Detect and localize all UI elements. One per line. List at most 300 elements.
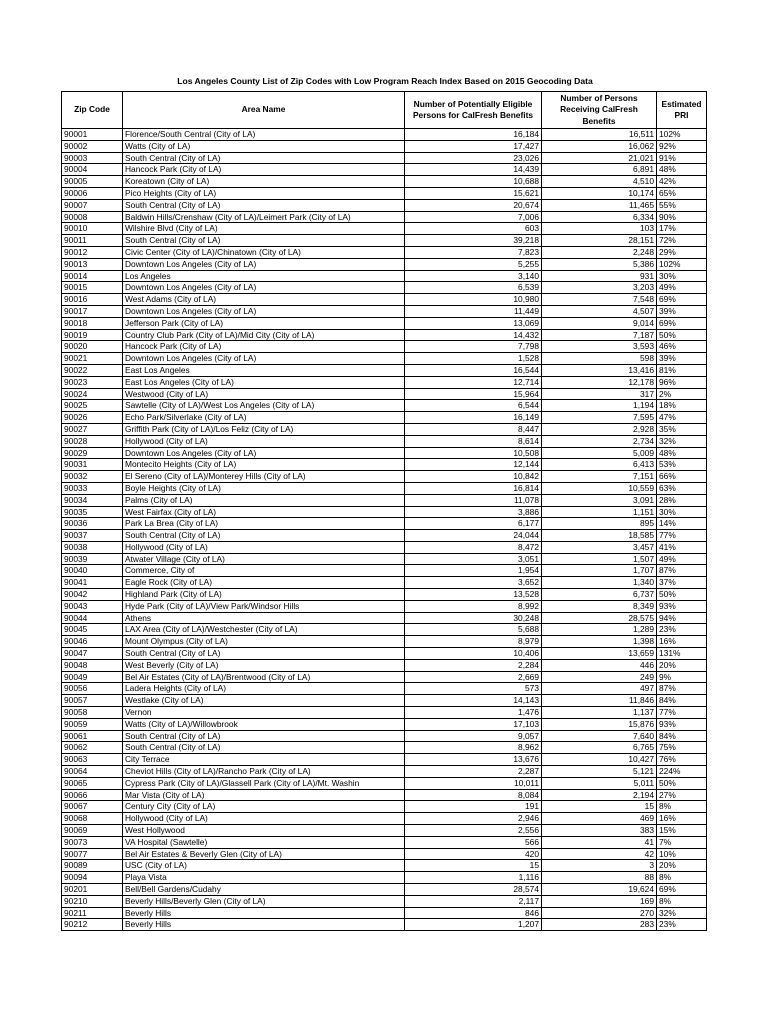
area-name-cell: Palms (City of LA) bbox=[123, 494, 405, 506]
area-name-cell: West Beverly (City of LA) bbox=[123, 659, 405, 671]
receiving-count-cell: 5,009 bbox=[542, 447, 657, 459]
eligible-count-cell: 13,069 bbox=[405, 317, 542, 329]
eligible-count-cell: 8,614 bbox=[405, 435, 542, 447]
eligible-count-cell: 14,432 bbox=[405, 329, 542, 341]
eligible-count-cell: 1,954 bbox=[405, 565, 542, 577]
area-name-cell: Hollywood (City of LA) bbox=[123, 813, 405, 825]
eligible-count-cell: 14,439 bbox=[405, 164, 542, 176]
pri-cell: 23% bbox=[657, 624, 707, 636]
area-name-cell: VA Hospital (Sawtelle) bbox=[123, 836, 405, 848]
eligible-count-cell: 8,979 bbox=[405, 636, 542, 648]
eligible-count-cell: 6,544 bbox=[405, 400, 542, 412]
eligible-count-cell: 2,287 bbox=[405, 766, 542, 778]
area-name-cell: Athens bbox=[123, 612, 405, 624]
area-name-cell: Downtown Los Angeles (City of LA) bbox=[123, 258, 405, 270]
zip-code-cell: 90021 bbox=[62, 353, 123, 365]
eligible-count-cell: 7,798 bbox=[405, 341, 542, 353]
table-row bbox=[62, 482, 707, 494]
eligible-count-cell: 5,688 bbox=[405, 624, 542, 636]
eligible-count-cell: 1,528 bbox=[405, 353, 542, 365]
eligible-count-cell: 6,177 bbox=[405, 518, 542, 530]
receiving-count-cell: 41 bbox=[542, 836, 657, 848]
area-name-cell: City Terrace bbox=[123, 754, 405, 766]
receiving-count-cell: 12,178 bbox=[542, 376, 657, 388]
zip-code-cell: 90023 bbox=[62, 376, 123, 388]
pri-cell: 49% bbox=[657, 553, 707, 565]
receiving-count-cell: 11,465 bbox=[542, 199, 657, 211]
pri-cell: 23% bbox=[657, 919, 707, 931]
zip-code-cell: 90056 bbox=[62, 683, 123, 695]
zip-code-cell: 90201 bbox=[62, 884, 123, 896]
receiving-count-cell: 8,349 bbox=[542, 600, 657, 612]
receiving-count-cell: 383 bbox=[542, 825, 657, 837]
zip-code-cell: 90022 bbox=[62, 364, 123, 376]
area-name-cell: Commerce, City of bbox=[123, 565, 405, 577]
eligible-count-cell: 30,248 bbox=[405, 612, 542, 624]
eligible-count-cell: 1,476 bbox=[405, 707, 542, 719]
zip-code-cell: 90042 bbox=[62, 589, 123, 601]
table-row bbox=[62, 376, 707, 388]
pri-cell: 76% bbox=[657, 754, 707, 766]
zip-code-cell: 90212 bbox=[62, 919, 123, 931]
zip-code-cell: 90007 bbox=[62, 199, 123, 211]
pri-cell: 69% bbox=[657, 317, 707, 329]
zip-code-cell: 90035 bbox=[62, 506, 123, 518]
zip-code-cell: 90040 bbox=[62, 565, 123, 577]
eligible-count-cell: 603 bbox=[405, 223, 542, 235]
eligible-count-cell: 8,962 bbox=[405, 742, 542, 754]
pri-cell: 93% bbox=[657, 718, 707, 730]
pri-cell: 75% bbox=[657, 742, 707, 754]
receiving-count-cell: 6,334 bbox=[542, 211, 657, 223]
receiving-count-cell: 7,548 bbox=[542, 294, 657, 306]
estimated-pri-header: Estimated PRI bbox=[657, 92, 707, 129]
eligible-count-cell: 16,814 bbox=[405, 482, 542, 494]
area-name-cell: Highland Park (City of LA) bbox=[123, 589, 405, 601]
receiving-count-cell: 88 bbox=[542, 872, 657, 884]
zip-code-cell: 90058 bbox=[62, 707, 123, 719]
eligible-count-cell: 8,447 bbox=[405, 423, 542, 435]
table-row bbox=[62, 754, 707, 766]
zip-code-cell: 90036 bbox=[62, 518, 123, 530]
eligible-count-cell: 24,044 bbox=[405, 530, 542, 542]
table-row bbox=[62, 176, 707, 188]
pri-cell: 55% bbox=[657, 199, 707, 211]
receiving-count-cell: 1,137 bbox=[542, 707, 657, 719]
table-row bbox=[62, 884, 707, 896]
pri-cell: 2% bbox=[657, 388, 707, 400]
receiving-count-cell: 2,734 bbox=[542, 435, 657, 447]
zip-code-cell: 90001 bbox=[62, 129, 123, 141]
pri-cell: 50% bbox=[657, 329, 707, 341]
area-name-cell: South Central (City of LA) bbox=[123, 199, 405, 211]
table-row bbox=[62, 671, 707, 683]
zip-code-cell: 90029 bbox=[62, 447, 123, 459]
receiving-count-cell: 1,340 bbox=[542, 577, 657, 589]
eligible-count-cell: 13,528 bbox=[405, 589, 542, 601]
table-row bbox=[62, 246, 707, 258]
receiving-count-cell: 6,765 bbox=[542, 742, 657, 754]
pri-cell: 102% bbox=[657, 129, 707, 141]
receiving-count-cell: 2,928 bbox=[542, 423, 657, 435]
pri-cell: 81% bbox=[657, 364, 707, 376]
eligible-count-cell: 16,544 bbox=[405, 364, 542, 376]
receiving-count-cell: 6,737 bbox=[542, 589, 657, 601]
table-row bbox=[62, 329, 707, 341]
receiving-count-cell: 4,510 bbox=[542, 176, 657, 188]
receiving-count-cell: 13,416 bbox=[542, 364, 657, 376]
area-name-cell: Downtown Los Angeles (City of LA) bbox=[123, 282, 405, 294]
table-row bbox=[62, 435, 707, 447]
pri-cell: 84% bbox=[657, 695, 707, 707]
table-row bbox=[62, 659, 707, 671]
zip-code-cell: 90046 bbox=[62, 636, 123, 648]
zip-code-cell: 90016 bbox=[62, 294, 123, 306]
pri-cell: 39% bbox=[657, 305, 707, 317]
eligible-count-cell: 17,427 bbox=[405, 140, 542, 152]
receiving-count-cell: 7,151 bbox=[542, 471, 657, 483]
area-name-cell: Montecito Heights (City of LA) bbox=[123, 459, 405, 471]
area-name-cell: Watts (City of LA) bbox=[123, 140, 405, 152]
table-row bbox=[62, 801, 707, 813]
zip-code-cell: 90017 bbox=[62, 305, 123, 317]
table-row bbox=[62, 187, 707, 199]
table-row bbox=[62, 258, 707, 270]
zip-code-cell: 90067 bbox=[62, 801, 123, 813]
zip-code-cell: 90027 bbox=[62, 423, 123, 435]
pri-cell: 224% bbox=[657, 766, 707, 778]
table-row bbox=[62, 518, 707, 530]
zip-code-cell: 90065 bbox=[62, 777, 123, 789]
eligible-count-cell: 420 bbox=[405, 848, 542, 860]
eligible-count-cell: 23,026 bbox=[405, 152, 542, 164]
zip-code-cell: 90013 bbox=[62, 258, 123, 270]
table-row bbox=[62, 199, 707, 211]
receiving-count-cell: 283 bbox=[542, 919, 657, 931]
table-row bbox=[62, 825, 707, 837]
eligible-count-cell: 2,117 bbox=[405, 895, 542, 907]
area-name-cell: Baldwin Hills/Crenshaw (City of LA)/Leimert Park (City of LA) bbox=[123, 211, 405, 223]
eligible-count-cell: 39,218 bbox=[405, 235, 542, 247]
area-name-cell: Vernon bbox=[123, 707, 405, 719]
zip-code-cell: 90068 bbox=[62, 813, 123, 825]
receiving-count-cell: 3,091 bbox=[542, 494, 657, 506]
pri-cell: 87% bbox=[657, 565, 707, 577]
table-row bbox=[62, 636, 707, 648]
zip-code-cell: 90211 bbox=[62, 907, 123, 919]
area-name-cell: Beverly Hills bbox=[123, 919, 405, 931]
area-name-cell: East Los Angeles (City of LA) bbox=[123, 376, 405, 388]
zip-code-cell: 90008 bbox=[62, 211, 123, 223]
table-row bbox=[62, 317, 707, 329]
zip-code-cell: 90004 bbox=[62, 164, 123, 176]
receiving-count-cell: 16,062 bbox=[542, 140, 657, 152]
eligible-count-cell: 10,406 bbox=[405, 648, 542, 660]
pri-cell: 77% bbox=[657, 530, 707, 542]
zip-code-cell: 90025 bbox=[62, 400, 123, 412]
area-name-cell: Jefferson Park (City of LA) bbox=[123, 317, 405, 329]
receiving-count-cell: 6,413 bbox=[542, 459, 657, 471]
table-row bbox=[62, 813, 707, 825]
eligible-count-cell: 10,508 bbox=[405, 447, 542, 459]
area-name-cell: Watts (City of LA)/Willowbrook bbox=[123, 718, 405, 730]
zip-code-table bbox=[61, 91, 707, 931]
table-row bbox=[62, 919, 707, 931]
table-row bbox=[62, 294, 707, 306]
receiving-count-cell: 15 bbox=[542, 801, 657, 813]
pri-cell: 131% bbox=[657, 648, 707, 660]
pri-cell: 8% bbox=[657, 895, 707, 907]
receiving-count-cell: 3,593 bbox=[542, 341, 657, 353]
zip-code-cell: 90059 bbox=[62, 718, 123, 730]
receiving-count-cell: 3 bbox=[542, 860, 657, 872]
zip-code-cell: 90005 bbox=[62, 176, 123, 188]
table-row bbox=[62, 412, 707, 424]
pri-cell: 46% bbox=[657, 341, 707, 353]
receiving-count-cell: 7,187 bbox=[542, 329, 657, 341]
receiving-count-cell: 42 bbox=[542, 848, 657, 860]
table-row bbox=[62, 848, 707, 860]
zip-code-cell: 90011 bbox=[62, 235, 123, 247]
receiving-count-cell: 2,248 bbox=[542, 246, 657, 258]
table-row bbox=[62, 836, 707, 848]
receiving-count-cell: 9,014 bbox=[542, 317, 657, 329]
area-name-cell: West Hollywood bbox=[123, 825, 405, 837]
table-row bbox=[62, 152, 707, 164]
zip-code-cell: 90014 bbox=[62, 270, 123, 282]
area-name-cell: Park La Brea (City of LA) bbox=[123, 518, 405, 530]
pri-cell: 16% bbox=[657, 813, 707, 825]
eligible-count-cell: 2,284 bbox=[405, 659, 542, 671]
table-row bbox=[62, 164, 707, 176]
table-row bbox=[62, 494, 707, 506]
eligible-count-cell: 3,140 bbox=[405, 270, 542, 282]
zip-code-cell: 90002 bbox=[62, 140, 123, 152]
table-row bbox=[62, 872, 707, 884]
receiving-count-cell: 19,624 bbox=[542, 884, 657, 896]
pri-cell: 32% bbox=[657, 907, 707, 919]
receiving-count-cell: 1,398 bbox=[542, 636, 657, 648]
table-row bbox=[62, 777, 707, 789]
receiving-persons-header: Number of Persons Receiving CalFresh Benefits bbox=[542, 92, 657, 129]
receiving-count-cell: 7,595 bbox=[542, 412, 657, 424]
table-row bbox=[62, 577, 707, 589]
zip-code-header: Zip Code bbox=[62, 92, 123, 129]
zip-code-cell: 90034 bbox=[62, 494, 123, 506]
zip-code-cell: 90041 bbox=[62, 577, 123, 589]
area-name-cell: Downtown Los Angeles (City of LA) bbox=[123, 305, 405, 317]
area-name-cell: LAX Area (City of LA)/Westchester (City of LA) bbox=[123, 624, 405, 636]
table-row bbox=[62, 223, 707, 235]
table-row bbox=[62, 447, 707, 459]
pri-cell: 27% bbox=[657, 789, 707, 801]
receiving-count-cell: 2,194 bbox=[542, 789, 657, 801]
area-name-cell: South Central (City of LA) bbox=[123, 530, 405, 542]
zip-code-cell: 90061 bbox=[62, 730, 123, 742]
area-name-cell: Downtown Los Angeles (City of LA) bbox=[123, 447, 405, 459]
area-name-cell: Mar Vista (City of LA) bbox=[123, 789, 405, 801]
table-row bbox=[62, 282, 707, 294]
table-row bbox=[62, 565, 707, 577]
table-row bbox=[62, 541, 707, 553]
pri-cell: 53% bbox=[657, 459, 707, 471]
area-name-cell: Griffith Park (City of LA)/Los Feliz (City of LA) bbox=[123, 423, 405, 435]
eligible-persons-header: Number of Potentially Eligible Persons for CalFresh Benefits bbox=[405, 92, 542, 129]
zip-code-cell: 90063 bbox=[62, 754, 123, 766]
zip-code-cell: 90044 bbox=[62, 612, 123, 624]
pri-cell: 87% bbox=[657, 683, 707, 695]
zip-code-cell: 90066 bbox=[62, 789, 123, 801]
receiving-count-cell: 7,640 bbox=[542, 730, 657, 742]
pri-cell: 92% bbox=[657, 140, 707, 152]
table-row bbox=[62, 530, 707, 542]
pri-cell: 37% bbox=[657, 577, 707, 589]
pri-cell: 39% bbox=[657, 353, 707, 365]
document-title: Los Angeles County List of Zip Codes with Low Program Reach Index Based on 2015 Geocoding Data bbox=[177, 76, 593, 86]
area-name-cell: Beverly Hills bbox=[123, 907, 405, 919]
eligible-count-cell: 1,207 bbox=[405, 919, 542, 931]
area-name-cell: Ladera Heights (City of LA) bbox=[123, 683, 405, 695]
eligible-count-cell: 8,992 bbox=[405, 600, 542, 612]
eligible-count-cell: 10,842 bbox=[405, 471, 542, 483]
receiving-count-cell: 10,427 bbox=[542, 754, 657, 766]
zip-code-cell: 90043 bbox=[62, 600, 123, 612]
pri-cell: 93% bbox=[657, 600, 707, 612]
zip-code-cell: 90032 bbox=[62, 471, 123, 483]
zip-code-cell: 90048 bbox=[62, 659, 123, 671]
zip-code-cell: 90045 bbox=[62, 624, 123, 636]
table-row bbox=[62, 589, 707, 601]
eligible-count-cell: 11,449 bbox=[405, 305, 542, 317]
table-row bbox=[62, 553, 707, 565]
pri-cell: 28% bbox=[657, 494, 707, 506]
table-row bbox=[62, 423, 707, 435]
eligible-count-cell: 191 bbox=[405, 801, 542, 813]
area-name-cell: South Central (City of LA) bbox=[123, 742, 405, 754]
pri-cell: 72% bbox=[657, 235, 707, 247]
receiving-count-cell: 1,707 bbox=[542, 565, 657, 577]
table-row bbox=[62, 766, 707, 778]
pri-cell: 18% bbox=[657, 400, 707, 412]
table-row bbox=[62, 895, 707, 907]
receiving-count-cell: 1,289 bbox=[542, 624, 657, 636]
receiving-count-cell: 1,194 bbox=[542, 400, 657, 412]
pri-cell: 30% bbox=[657, 270, 707, 282]
table-row bbox=[62, 683, 707, 695]
zip-code-cell: 90064 bbox=[62, 766, 123, 778]
area-name-cell: USC (City of LA) bbox=[123, 860, 405, 872]
eligible-count-cell: 10,688 bbox=[405, 176, 542, 188]
pri-cell: 66% bbox=[657, 471, 707, 483]
area-name-cell: Hollywood (City of LA) bbox=[123, 435, 405, 447]
receiving-count-cell: 10,174 bbox=[542, 187, 657, 199]
area-name-cell: Bel Air Estates & Beverly Glen (City of LA) bbox=[123, 848, 405, 860]
area-name-cell: South Central (City of LA) bbox=[123, 648, 405, 660]
receiving-count-cell: 28,575 bbox=[542, 612, 657, 624]
area-name-cell: Cheviot Hills (City of LA)/Rancho Park (City of LA) bbox=[123, 766, 405, 778]
receiving-count-cell: 15,876 bbox=[542, 718, 657, 730]
area-name-cell: Hollywood (City of LA) bbox=[123, 541, 405, 553]
receiving-count-cell: 317 bbox=[542, 388, 657, 400]
receiving-count-cell: 1,507 bbox=[542, 553, 657, 565]
pri-cell: 94% bbox=[657, 612, 707, 624]
pri-cell: 9% bbox=[657, 671, 707, 683]
table-row bbox=[62, 129, 707, 141]
table-row bbox=[62, 718, 707, 730]
area-name-cell: Bell/Bell Gardens/Cudahy bbox=[123, 884, 405, 896]
zip-code-cell: 90020 bbox=[62, 341, 123, 353]
table-row bbox=[62, 140, 707, 152]
eligible-count-cell: 12,714 bbox=[405, 376, 542, 388]
zip-code-cell: 90006 bbox=[62, 187, 123, 199]
pri-cell: 48% bbox=[657, 164, 707, 176]
area-name-cell: Country Club Park (City of LA)/Mid City (City of LA) bbox=[123, 329, 405, 341]
eligible-count-cell: 28,574 bbox=[405, 884, 542, 896]
zip-code-cell: 90026 bbox=[62, 412, 123, 424]
pri-cell: 16% bbox=[657, 636, 707, 648]
area-name-cell: Playa Vista bbox=[123, 872, 405, 884]
eligible-count-cell: 7,006 bbox=[405, 211, 542, 223]
eligible-count-cell: 7,823 bbox=[405, 246, 542, 258]
eligible-count-cell: 15 bbox=[405, 860, 542, 872]
receiving-count-cell: 10,559 bbox=[542, 482, 657, 494]
area-name-cell: El Sereno (City of LA)/Monterey Hills (City of LA) bbox=[123, 471, 405, 483]
zip-code-cell: 90210 bbox=[62, 895, 123, 907]
zip-code-cell: 90069 bbox=[62, 825, 123, 837]
pri-cell: 48% bbox=[657, 447, 707, 459]
pri-cell: 10% bbox=[657, 848, 707, 860]
eligible-count-cell: 3,652 bbox=[405, 577, 542, 589]
pri-cell: 30% bbox=[657, 506, 707, 518]
eligible-count-cell: 846 bbox=[405, 907, 542, 919]
zip-code-cell: 90038 bbox=[62, 541, 123, 553]
zip-code-cell: 90033 bbox=[62, 482, 123, 494]
zip-code-cell: 90039 bbox=[62, 553, 123, 565]
eligible-count-cell: 9,057 bbox=[405, 730, 542, 742]
area-name-cell: Florence/South Central (City of LA) bbox=[123, 129, 405, 141]
receiving-count-cell: 16,511 bbox=[542, 129, 657, 141]
area-name-cell: Wilshire Blvd (City of LA) bbox=[123, 223, 405, 235]
receiving-count-cell: 469 bbox=[542, 813, 657, 825]
pri-cell: 42% bbox=[657, 176, 707, 188]
table-row bbox=[62, 364, 707, 376]
pri-cell: 20% bbox=[657, 659, 707, 671]
pri-cell: 50% bbox=[657, 777, 707, 789]
table-row bbox=[62, 730, 707, 742]
receiving-count-cell: 21,021 bbox=[542, 152, 657, 164]
pri-cell: 90% bbox=[657, 211, 707, 223]
area-name-cell: Boyle Heights (City of LA) bbox=[123, 482, 405, 494]
zip-code-cell: 90010 bbox=[62, 223, 123, 235]
zip-code-cell: 90012 bbox=[62, 246, 123, 258]
receiving-count-cell: 497 bbox=[542, 683, 657, 695]
receiving-count-cell: 4,507 bbox=[542, 305, 657, 317]
eligible-count-cell: 13,676 bbox=[405, 754, 542, 766]
eligible-count-cell: 2,946 bbox=[405, 813, 542, 825]
table-row bbox=[62, 459, 707, 471]
zip-code-cell: 90015 bbox=[62, 282, 123, 294]
pri-cell: 65% bbox=[657, 187, 707, 199]
receiving-count-cell: 3,457 bbox=[542, 541, 657, 553]
pri-cell: 96% bbox=[657, 376, 707, 388]
eligible-count-cell: 16,149 bbox=[405, 412, 542, 424]
pri-cell: 17% bbox=[657, 223, 707, 235]
zip-code-cell: 90049 bbox=[62, 671, 123, 683]
receiving-count-cell: 5,011 bbox=[542, 777, 657, 789]
pri-cell: 7% bbox=[657, 836, 707, 848]
zip-code-cell: 90057 bbox=[62, 695, 123, 707]
area-name-cell: Westlake (City of LA) bbox=[123, 695, 405, 707]
